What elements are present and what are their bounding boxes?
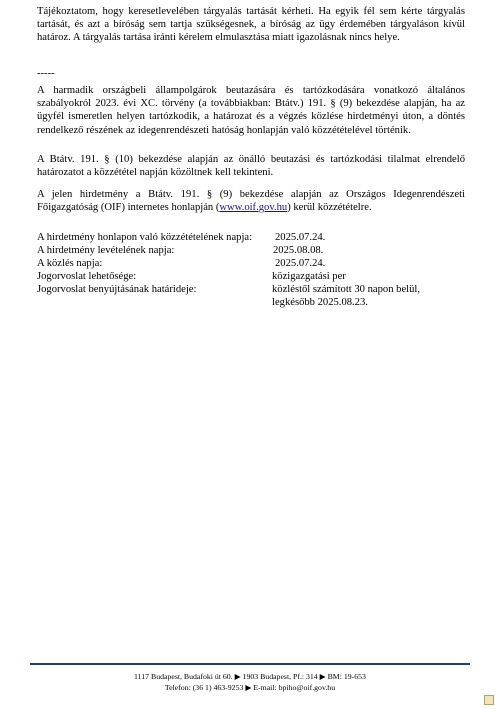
footer-contact: Telefon: (36 1) 463-9253 ▶ E-mail: bpiho@oif.gov.hu bbox=[164, 683, 336, 692]
publication-text-after: ) kerül közzétételre. bbox=[287, 202, 372, 214]
deadline-value-line1: közléstől számított 30 napon belül, bbox=[272, 284, 420, 295]
viewer-corner-icon[interactable] bbox=[484, 695, 494, 705]
meta-row-deadline bbox=[37, 284, 477, 297]
delivery-value: 2025.07.24. bbox=[275, 258, 326, 269]
removed-label: A hirdetmény levételének napja: bbox=[37, 245, 175, 256]
footer-address: 1117 Budapest, Budafoki út 60. ▶ 1903 Budapest, Pf.: 314 ▶ BM: 19-653 bbox=[134, 672, 366, 681]
deadline-label: Jogorvoslat benyújtásának határideje: bbox=[37, 284, 197, 295]
meta-row-delivery bbox=[37, 258, 477, 271]
section-separator: ----- bbox=[37, 68, 55, 79]
deadline-value-line2: legkésőbb 2025.08.23. bbox=[272, 297, 368, 308]
delivery-label: A közlés napja: bbox=[37, 258, 103, 269]
oif-website-link[interactable]: www.oif.gov.hu bbox=[219, 202, 288, 214]
footer-divider bbox=[30, 663, 470, 665]
paragraph-delivery-rule: A Btátv. 191. § (10) bekezdése alapján az önálló beutazási és tartózkodási tilalmat elrendelő határozatot a közzététel napján közöltnek kell tekinteni. bbox=[37, 154, 465, 179]
publication-text-before: A jelen hirdetmény a Btátv. 191. § (9) bekezdése alapján az Országos Idegenrendészeti Főigazgatóság (OIF) internetes honlapján ( bbox=[37, 189, 465, 214]
paragraph-hearing-info: Tájékoztatom, hogy keresetlevelében tárgyalás tartását kérheti. Ha egyik fél sem kérte tárgyalás tartását, és azt a bíróság sem tartja szükségesnek, a bíróság az ügy érdemében tárgyaláson kívül határoz. A tárgyalás tartása iránti kérelem elmulasztása miatt igazolásnak nincs helye. bbox=[37, 6, 465, 44]
paragraph-publication-notice bbox=[37, 188, 465, 214]
published-label: A hirdetmény honlapon való közzétételének napja: bbox=[37, 232, 253, 243]
meta-row-deadline-cont bbox=[37, 297, 477, 310]
remedy-value: közigazgatási per bbox=[272, 271, 346, 282]
meta-row-remedy bbox=[37, 271, 477, 284]
published-value: 2025.07.24. bbox=[275, 232, 326, 243]
meta-row-removed bbox=[37, 245, 477, 258]
removed-value: 2025.08.08. bbox=[273, 245, 324, 256]
remedy-label: Jogorvoslat lehetősége: bbox=[37, 271, 137, 282]
paragraph-legal-basis: A harmadik országbeli állampolgárok beutazására és tartózkodására vonatkozó általános szabályokról 2023. évi XC. törvény (a továbbiakban: Btátv.) 191. § (9) bekezdése alapján, ha az ügyfél ismeretlen helyen tartózkodik, a határozat és a végzés közlése hirdetményi úton, a döntés rendelkező részének az idegenrendészeti hatóság honlapján való közzétételével történik. bbox=[37, 85, 465, 136]
meta-row-published bbox=[37, 232, 477, 245]
